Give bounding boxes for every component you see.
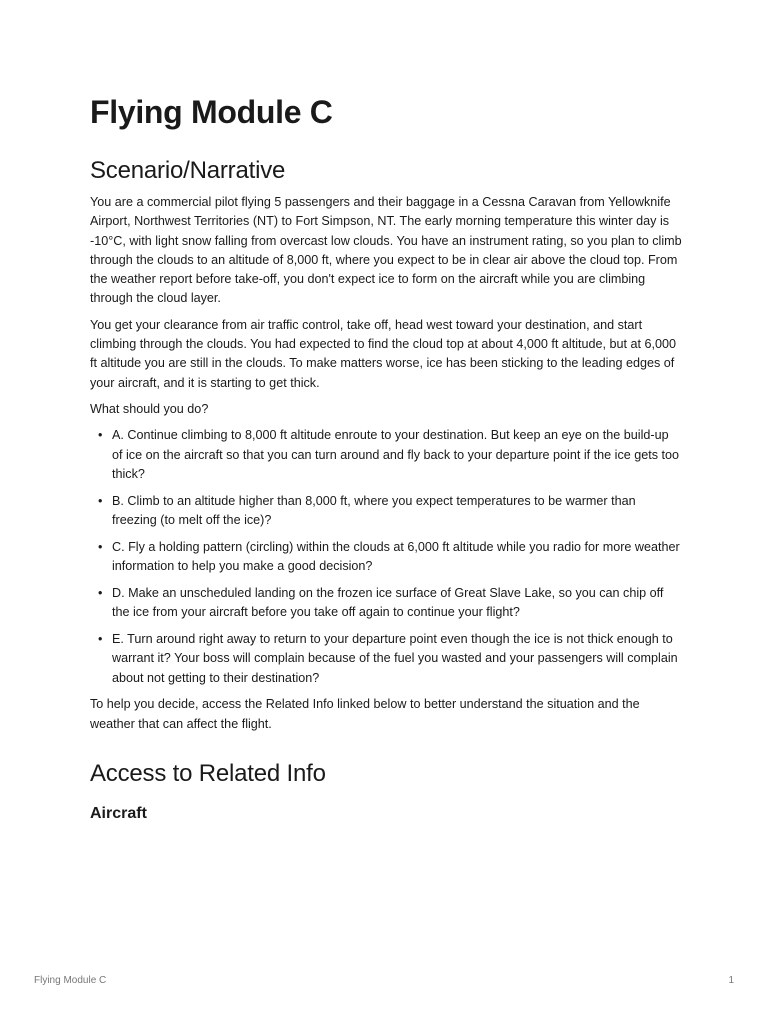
bullet-marker: • [98,428,103,443]
document-title: Flying Module C [90,94,333,130]
scenario-closing: To help you decide, access the Related Info linked below to better understand the situation and the weather that can affect the flight. [90,697,640,731]
bullet-marker: • [98,631,103,646]
scenario-question: What should you do? [90,401,209,416]
bullet-marker: • [98,585,103,600]
scenario-heading: Scenario/Narrative [90,157,286,184]
bullet-marker: • [98,493,103,508]
scenario-body [90,193,682,741]
option-b [98,492,682,531]
option-e [98,630,682,688]
option-b-text: B. Climb to an altitude higher than 8,000 ft, where you expect temperatures to be warmer than freezing (to melt off the ice)? [112,493,636,527]
option-d-text: D. Make an unscheduled landing on the frozen ice surface of Great Slave Lake, so you can chip off the ice from your aircraft before you take off again to continue your flight? [112,585,664,620]
option-a-text: A. Continue climbing to 8,000 ft altitude enroute to your destination. But keep an eye on the build-up of ice on the aircraft so that you can turn around and fly back to your departure point if the ice gets too thick? [112,428,680,481]
option-c-text: C. Fly a holding pattern (circling) within the clouds at 6,000 ft altitude while you radio for more weather information to help you make a good decision? [112,539,680,574]
option-c [98,538,682,577]
related-info-heading: Access to Related Info [90,760,326,787]
bullet-marker: • [98,539,103,554]
scenario-paragraph-1: You are a commercial pilot flying 5 passengers and their baggage in a Cessna Caravan from Yellowknife Airport, Northwest Territories (NT) to Fort Simpson, NT. The early morning temperature this winter day is -10°C, with light snow falling from overcast low clouds. You have an instrument rating, so you plan to climb through the clouds to an altitude of 8,000 ft, where you expect to be in clear air above the cloud top. From the weather report before take-off, you don't expect ice to form on the aircraft while you are climbing through the cloud layer. [90,195,682,306]
footer-page-number: 1 [728,975,734,986]
option-a [98,426,682,484]
option-e-text: E. Turn around right away to return to your departure point even though the ice is not thick enough to warrant it? Your boss will complain because of the fuel you wasted and your passengers will complain about not getting to their destination? [112,631,678,685]
aircraft-subheading: Aircraft [90,805,147,822]
options-list [90,426,682,688]
footer-doc-title: Flying Module C [34,975,107,986]
scenario-paragraph-2: You get your clearance from air traffic control, take off, head west toward your destination, and start climbing through the clouds. You had expected to find the cloud top at about 4,000 ft altitude, but at 6,000 ft altitude you are still in the clouds. To make matters worse, ice has been sticking to the leading edges of your aircraft, and it is starting to get thick. [90,317,677,390]
option-d [98,584,682,623]
